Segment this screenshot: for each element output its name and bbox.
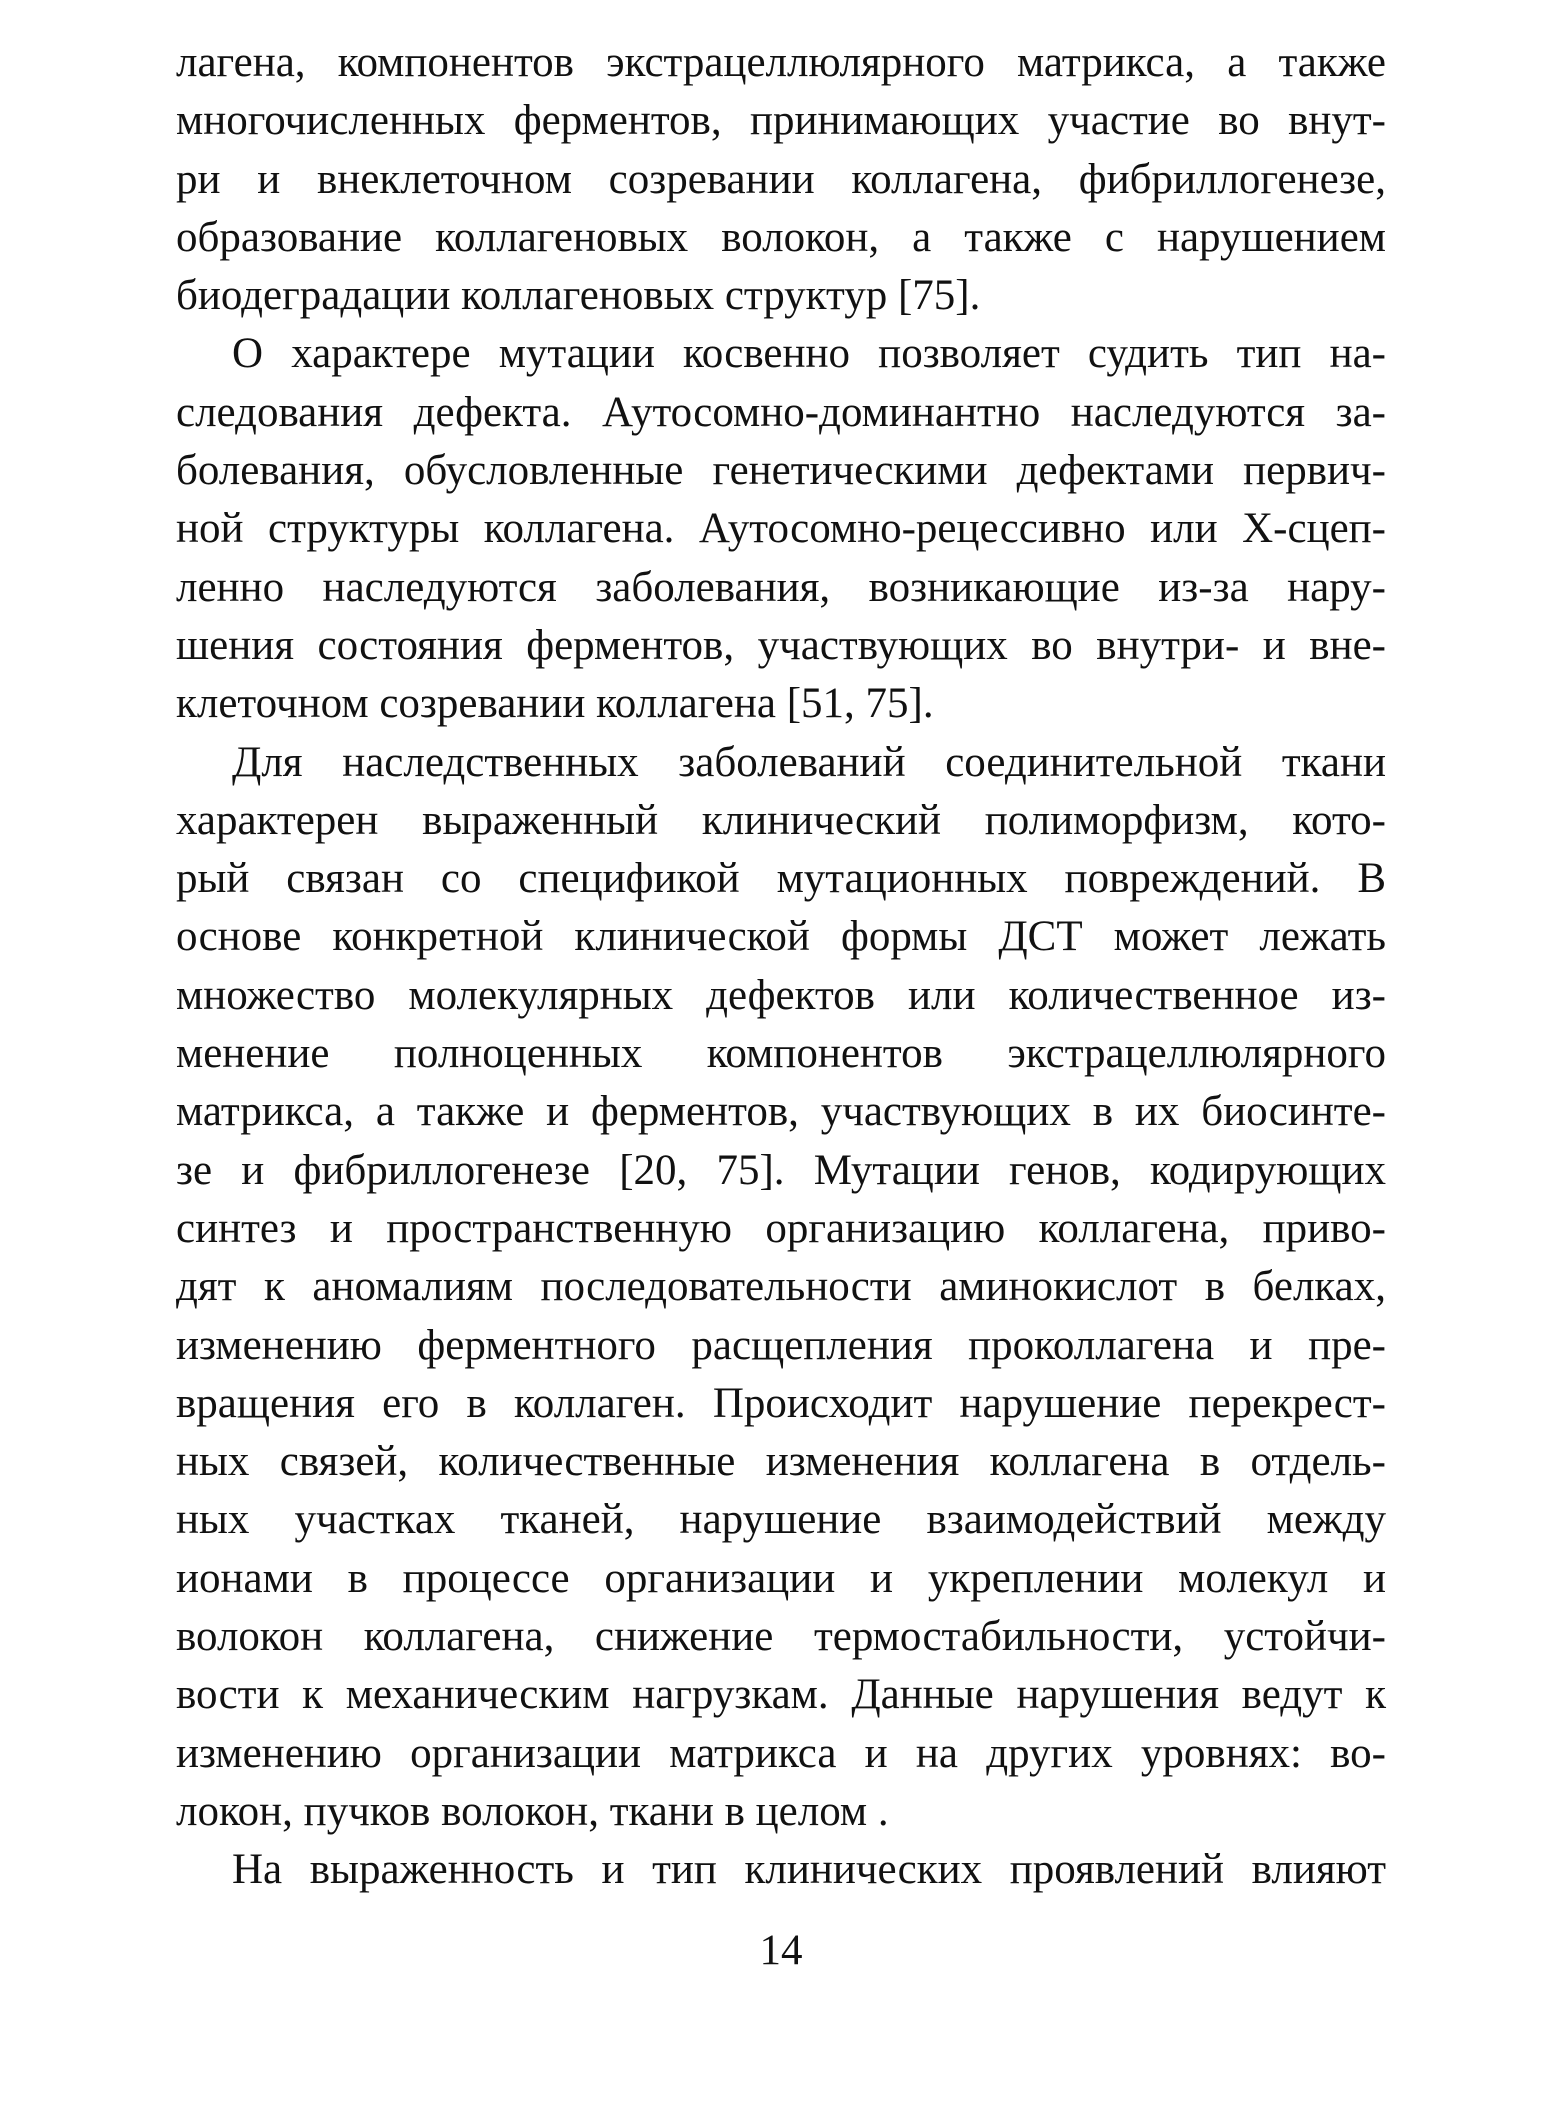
text-line: лагена, компонентов экстрацеллюлярного матрикса, а также <box>176 39 1386 86</box>
text-line: ных участках тканей, нарушение взаимодействий между <box>176 1496 1386 1544</box>
text-line: ных связей, количественные изменения коллагена в отдель- <box>176 1438 1386 1486</box>
text-line: множество молекулярных дефектов или количественное из- <box>176 971 1386 1019</box>
text-line: зе и фибриллогенезе [20, 75]. Мутации генов, кодирующих <box>176 1146 1386 1194</box>
paragraph-4 <box>176 1841 1386 1899</box>
text-line: вости к механическим нагрузкам. Данные нарушения ведут к <box>176 1671 1386 1719</box>
paragraph-3 <box>176 734 1386 1842</box>
paragraph-1 <box>176 34 1386 325</box>
text-line: локон, пучков волокон, ткани в целом . <box>176 1787 889 1835</box>
text-line: рый связан со спецификой мутационных повреждений. В <box>176 855 1386 903</box>
text-line: изменению ферментного расщепления проколлагена и пре- <box>176 1321 1386 1369</box>
text-line: образование коллагеновых волокон, а также с нарушением <box>176 213 1386 261</box>
text-line: следования дефекта. Аутосомно-доминантно наследуются за- <box>176 388 1386 436</box>
page-body <box>176 34 1386 1900</box>
paragraph-2 <box>176 325 1386 733</box>
text-line: матрикса, а также и ферментов, участвующих в их биосинте- <box>176 1088 1386 1136</box>
text-line: ленно наследуются заболевания, возникающие из-за нару- <box>176 563 1386 611</box>
text-line: ионами в процессе организации и укреплении молекул и <box>176 1554 1386 1602</box>
text-line: На выраженность и тип клинических проявлений влияют <box>232 1846 1386 1894</box>
text-line: синтез и пространственную организацию коллагена, приво- <box>176 1204 1386 1252</box>
text-line: клеточном созревании коллагена [51, 75]. <box>176 680 934 728</box>
text-line: изменению организации матрикса и на других уровнях: во- <box>176 1729 1386 1777</box>
text-line: О характере мутации косвенно позволяет судить тип на- <box>232 330 1386 378</box>
text-line: характерен выраженный клинический полиморфизм, кото- <box>176 796 1386 844</box>
text-line: биодеградации коллагеновых структур [75]. <box>176 272 981 320</box>
text-line: основе конкретной клинической формы ДСТ может лежать <box>176 913 1386 961</box>
text-line: ной структуры коллагена. Аутосомно-рецессивно или Х-сцеп- <box>176 505 1386 553</box>
text-line: шения состояния ферментов, участвующих во внутри- и вне- <box>176 621 1386 669</box>
text-line: вращения его в коллаген. Происходит нарушение перекрест- <box>176 1379 1386 1427</box>
text-line: многочисленных ферментов, принимающих участие во внут- <box>176 97 1386 145</box>
text-line: дят к аномалиям последовательности аминокислот в белках, <box>176 1263 1386 1311</box>
text-line: менение полноценных компонентов экстрацеллюлярного <box>176 1030 1386 1078</box>
text-line: ри и внеклеточном созревании коллагена, фибриллогенезе, <box>176 155 1386 203</box>
text-line: болевания, обусловленные генетическими дефектами первич- <box>176 447 1386 495</box>
page-number: 14 <box>759 1927 803 1974</box>
text-line: волокон коллагена, снижение термостабильности, устойчи- <box>176 1613 1386 1661</box>
text-line: Для наследственных заболеваний соединительной ткани <box>232 738 1386 786</box>
